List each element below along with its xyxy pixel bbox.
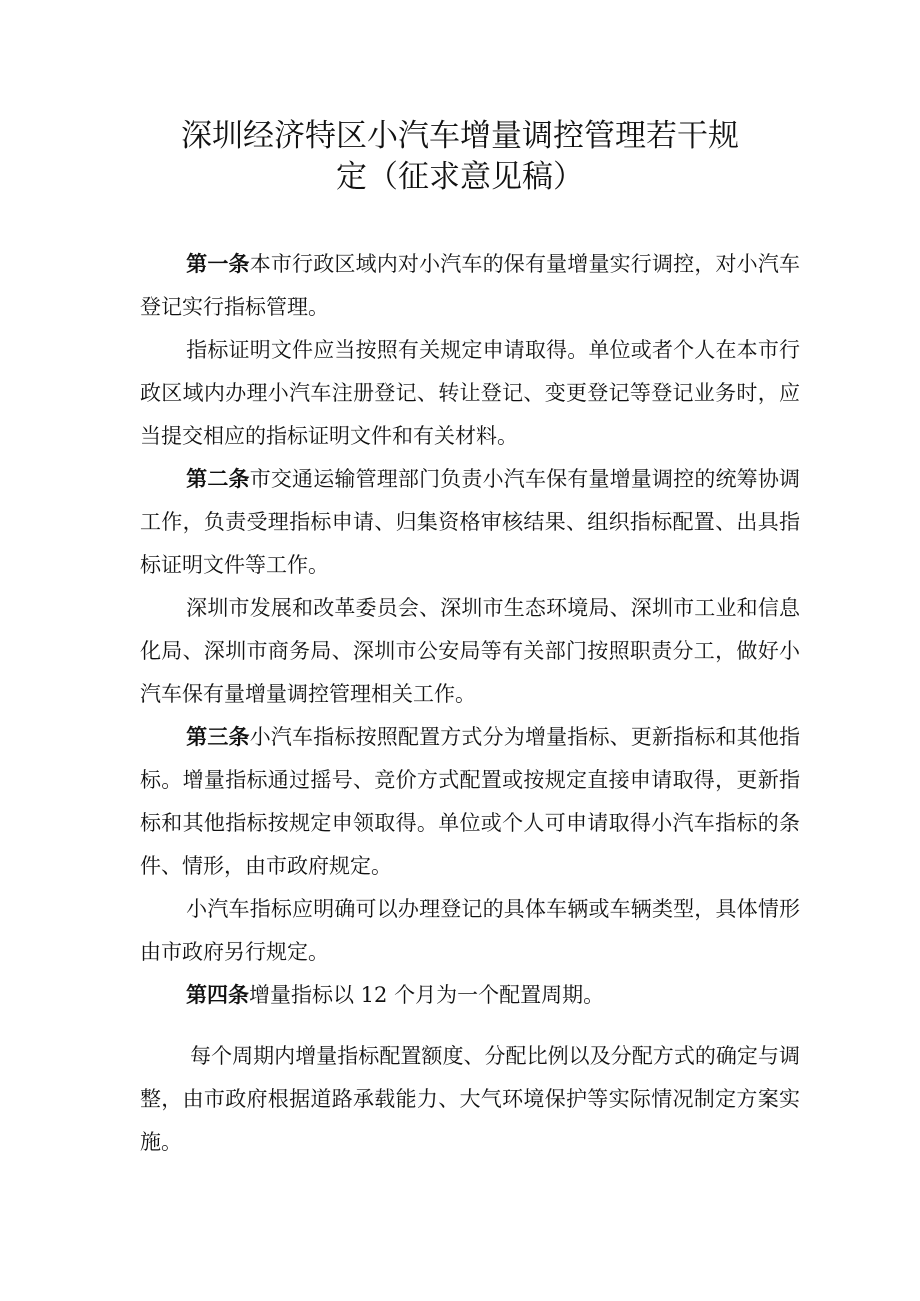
article-3-text: 小汽车指标按照配置方式分为增量指标、更新指标和其他指标。增量指标通过摇号、竞价方式配置或按规定直接申请取得，更新指标和其他指标按规定申领取得。单位或个人可申请取得小汽车指标的条件、情形，由市政府规定。 bbox=[140, 725, 801, 878]
article-4-paragraph bbox=[140, 974, 800, 1017]
article-4-para2-text: 每个周期内增量指标配置额度、分配比例以及分配方式的确定与调整，由市政府根据道路承载能力、大气环境保护等实际情况制定方案实施。 bbox=[140, 1044, 800, 1154]
article-1-heading: 第一条 bbox=[186, 252, 250, 276]
article-3-paragraph bbox=[140, 716, 800, 888]
document-title-line-2: 定（征求意见稿） bbox=[336, 159, 584, 195]
article-2-paragraph bbox=[140, 458, 800, 587]
article-2-heading: 第二条 bbox=[186, 467, 250, 491]
article-4-paragraph-2 bbox=[140, 1035, 800, 1164]
article-3-heading: 第三条 bbox=[186, 725, 250, 749]
article-3-paragraph-2 bbox=[140, 888, 800, 974]
article-1-paragraph-2 bbox=[140, 329, 800, 458]
article-1-text: 本市行政区域内对小汽车的保有量增量实行调控，对小汽车登记实行指标管理。 bbox=[140, 252, 801, 319]
article-2-para2-text: 深圳市发展和改革委员会、深圳市生态环境局、深圳市工业和信息化局、深圳市商务局、深圳市公安局等有关部门按照职责分工，做好小汽车保有量增量调控管理相关工作。 bbox=[140, 596, 800, 706]
article-3-para2-text: 小汽车指标应明确可以办理登记的具体车辆或车辆类型，具体情形由市政府另行规定。 bbox=[140, 897, 800, 964]
article-1-paragraph bbox=[140, 243, 800, 329]
article-1-para2-text: 指标证明文件应当按照有关规定申请取得。单位或者个人在本市行政区域内办理小汽车注册登记、转让登记、变更登记等登记业务时，应当提交相应的指标证明文件和有关材料。 bbox=[140, 338, 800, 448]
document-title-line-1: 深圳经济特区小汽车增量调控管理若干规 bbox=[181, 118, 739, 154]
article-4-text: 增量指标以 12 个月为一个配置周期。 bbox=[249, 983, 605, 1007]
article-4-heading: 第四条 bbox=[186, 983, 249, 1007]
article-2-paragraph-2 bbox=[140, 587, 800, 716]
article-2-text: 市交通运输管理部门负责小汽车保有量增量调控的统筹协调工作，负责受理指标申请、归集资格审核结果、组织指标配置、出具指标证明文件等工作。 bbox=[140, 467, 801, 577]
